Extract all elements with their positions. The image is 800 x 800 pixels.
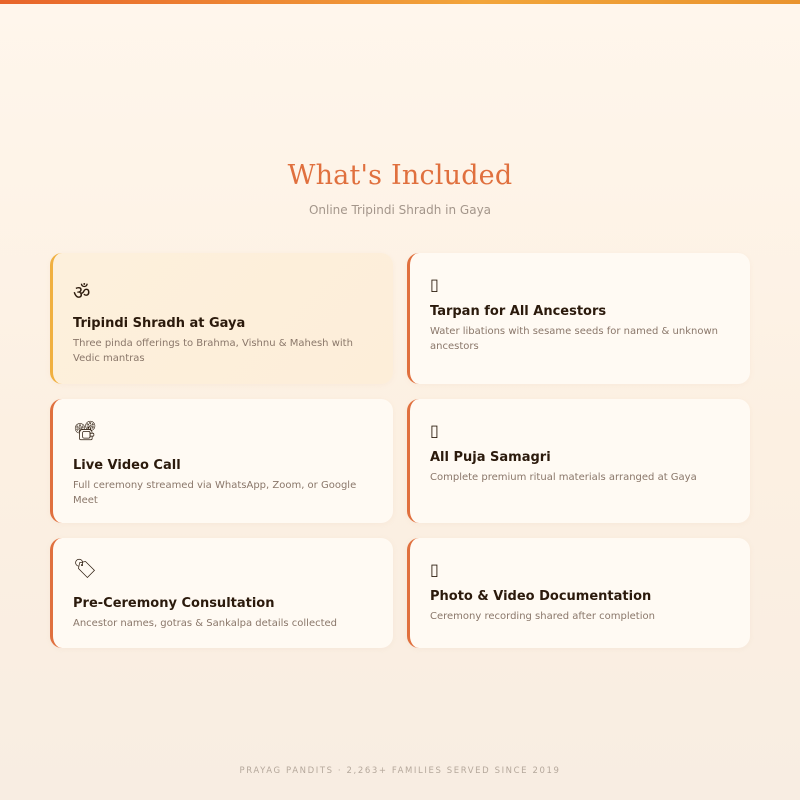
card-description: Ceremony recording shared after completion: [430, 611, 655, 622]
card-description: Ancestor names, gotras & Sankalpa details collected: [73, 618, 338, 629]
card-description: Full ceremony streamed via WhatsApp, Zoom, or Google Meet: [73, 480, 357, 506]
section-subtitle: Online Tripindi Shradh in Gaya: [308, 203, 492, 217]
footer-tagline: PRAYAG PANDITS · 2,263+ FAMILIES SERVED SINCE 2019: [239, 766, 561, 776]
card-title: Tarpan for All Ancestors: [430, 304, 607, 319]
card-title: Pre-Ceremony Consultation: [73, 596, 275, 611]
card-live-video-call: [50, 399, 393, 523]
om-icon: ॐ: [73, 282, 91, 304]
card-tarpan: [407, 253, 750, 384]
water-drop-icon: ▯: [430, 275, 439, 294]
card-consultation: [50, 538, 393, 648]
top-accent-bar: [0, 0, 800, 4]
card-title: Photo & Video Documentation: [430, 589, 652, 604]
card-title: Tripindi Shradh at Gaya: [73, 316, 246, 331]
card-description: Water libations with sesame seeds for named & unknown ancestors: [430, 326, 718, 352]
card-title: Live Video Call: [73, 458, 181, 473]
card-photo-video: [407, 538, 750, 648]
card-title: All Puja Samagri: [430, 450, 551, 465]
card-tripindi-shradh: [50, 253, 393, 384]
puja-items-icon: ▯: [430, 421, 439, 440]
video-camera-icon: 📽: [73, 420, 98, 442]
section-title: What's Included: [287, 160, 513, 191]
camera-icon: ▯: [430, 560, 439, 579]
card-description: Complete premium ritual materials arranged at Gaya: [430, 472, 697, 483]
card-description: Three pinda offerings to Brahma, Vishnu & Mahesh with Vedic mantras: [73, 338, 353, 364]
label-tag-icon: 🏷: [73, 558, 98, 580]
card-puja-samagri: [407, 399, 750, 523]
section-header: [0, 160, 800, 217]
